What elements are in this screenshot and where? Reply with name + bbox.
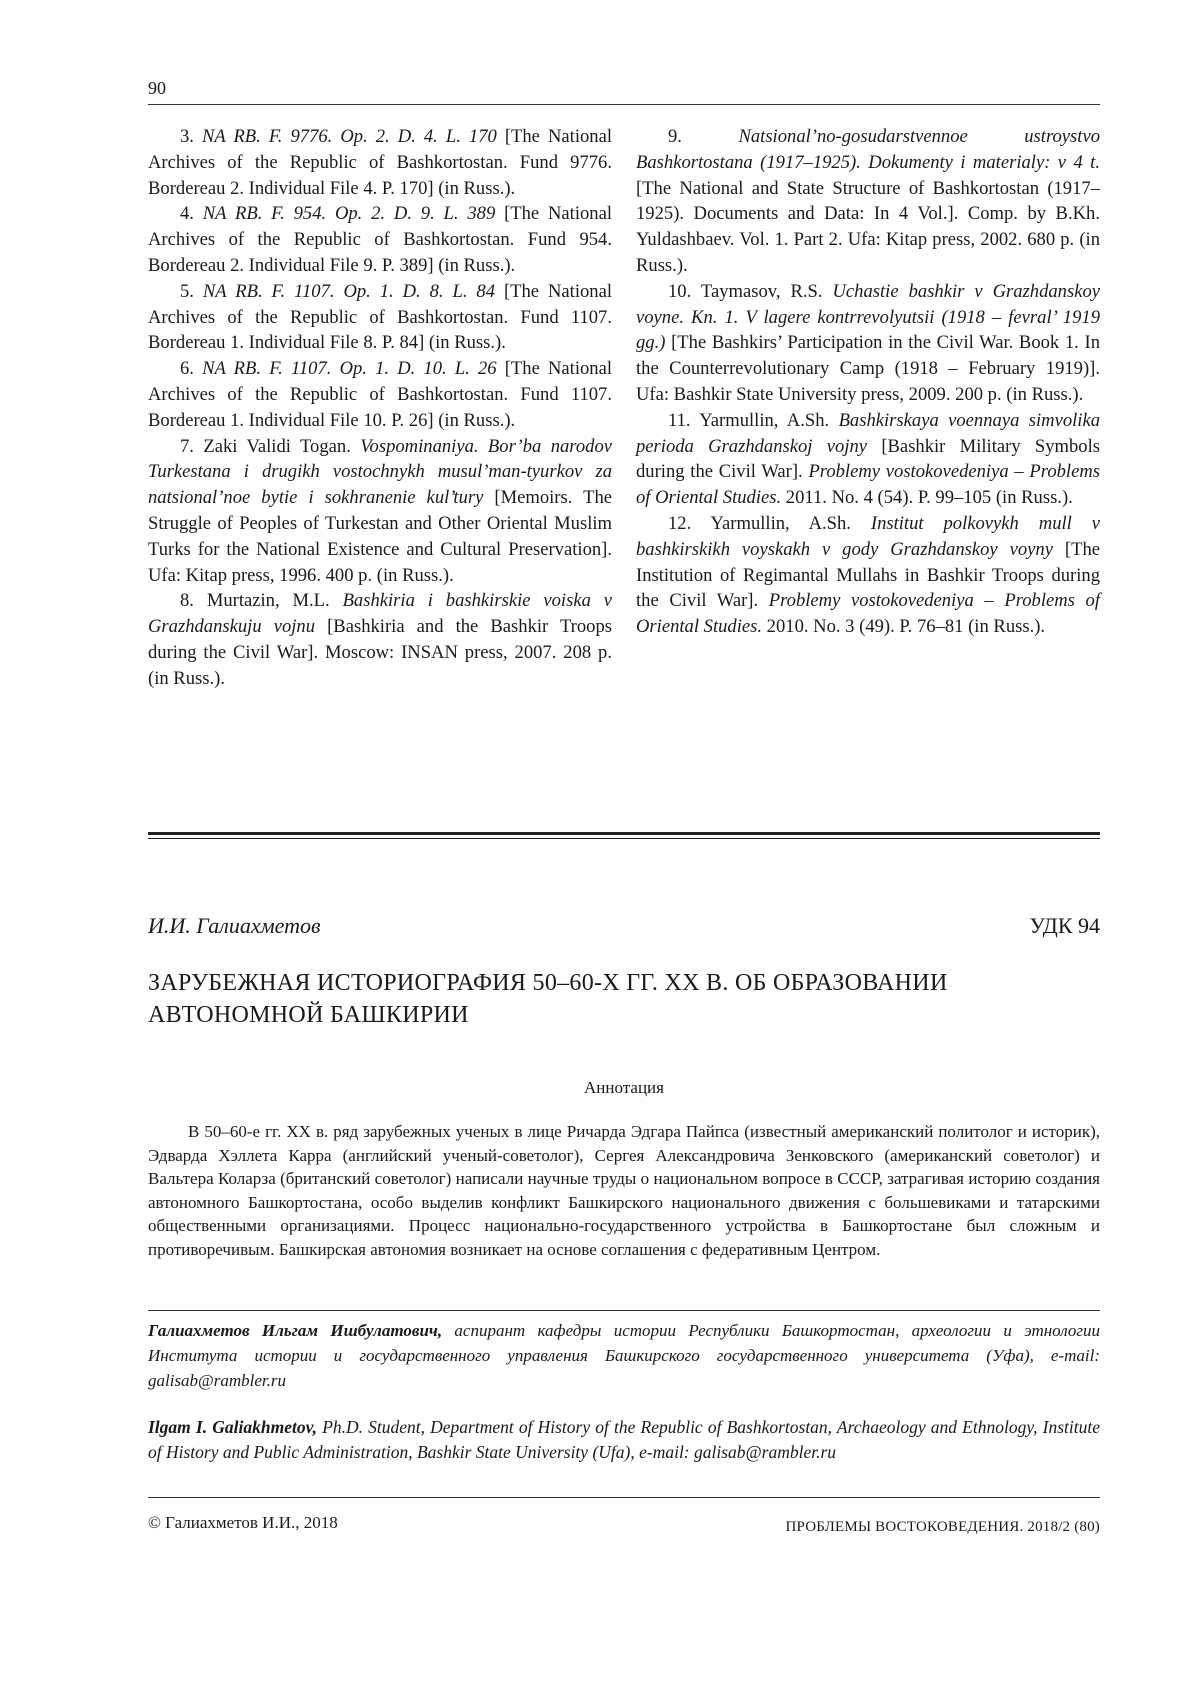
reference-item: 4. NA RB. F. 954. Op. 2. D. 9. L. 389 [The National Archives of the Republic of Bashkortostan. Fund 954. Bordereau 2. Individual File 9. P. 389] (in Russ.). [148, 203, 613, 276]
author-name-ru: Галиахметов Ильгам Ишбулатович, [148, 1321, 443, 1340]
abstract-heading: Аннотация [584, 1078, 664, 1097]
title-line: АВТОНОМНОЙ БАШКИРИИ [148, 1002, 469, 1028]
references-right-column [636, 124, 1100, 640]
author-info-rule [148, 1310, 1100, 1311]
reference-item: 6. NA RB. F. 1107. Op. 1. D. 10. L. 26 [The National Archives of the Republic of Bashkortostan. Fund 1107. Bordereau 1. Individual File 10. P. 26] (in Russ.). [148, 358, 613, 431]
page-number: 90 [148, 78, 166, 98]
references-left-column [148, 124, 612, 692]
copyright: © Галиахметов И.И., 2018 [148, 1513, 338, 1532]
author-info-ru: Галиахметов Ильгам Ишбулатович, аспирант кафедры истории Республики Башкортостан, археологии и этнологии Института истории и государственного управления Башкирского государственного университета (Уфа), e-mail: galisab@rambler.ru [148, 1321, 1101, 1390]
reference-item: 9. Natsional’no-gosudarstvennoe ustroystvo Bashkortostana (1917–1925). Dokumenty i materialy: v 4 t. [The National and State Structure of Bashkortostan (1917–1925). Documents and Data: In 4 Vol.]. Comp. by B.Kh. Yuldashbaev. Vol. 1. Part 2. Ufa: Kitap press, 2002. 680 p. (in Russ.). [636, 126, 1101, 276]
header-rule [148, 104, 1100, 105]
reference-item: 3. NA RB. F. 9776. Op. 2. D. 4. L. 170 [The National Archives of the Republic of Bashkortostan. Fund 9776. Bordereau 2. Individual File 4. P. 170] (in Russ.). [148, 126, 612, 199]
udk-code: УДК 94 [1029, 913, 1100, 938]
reference-item: 12. Yarmullin, A.Sh. Institut polkovykh mull v bashkirskikh voyskakh v gody Grazhdanskoy voyny [The Institution of Regimantal Mullahs in Bashkir Troops during the Civil War]. Problemy vostokovedeniya – Problems of Oriental Studies. 2010. No. 3 (49). P. 76–81 (in Russ.). [636, 512, 1101, 638]
title-line: ЗАРУБЕЖНАЯ ИСТОРИОГРАФИЯ 50–60-Х ГГ. XX В. ОБ ОБРАЗОВАНИИ [148, 970, 948, 996]
author-info-en: Ilgam I. Galiakhmetov, Ph.D. Student, Department of History of the Republic of Bashkortostan, Archaeology and Ethnology, Institute of History and Public Administration, Bashkir State University (Ufa), e-mail: galisab@rambler.ru [148, 1417, 1100, 1462]
article-author: И.И. Галиахметов [148, 913, 321, 938]
abstract-text: В 50–60-е гг. XX в. ряд зарубежных ученых в лице Ричарда Эдгара Пайпса (известный американский политолог и историк), Эдварда Хэллета Карра (английский ученый-советолог), Сергея Александровича Зенковского (американский советолог) и Вальтера Коларза (британский советолог) написали научные труды о национальном вопросе в СССР, затрагивая историю создания автономного Башкортостана, особо выделив конфликт Башкирского национального движения с большевиками и татарскими общественными организациями. Процесс национально-государственного устройства в Башкортостане был сложным и противоречивым. Башкирская автономия возникает на основе соглашения с федеративным Центром. [148, 1122, 1100, 1259]
author-name-en: Ilgam I. Galiakhmetov, [148, 1417, 318, 1437]
reference-item: 5. NA RB. F. 1107. Op. 1. D. 8. L. 84 [The National Archives of the Republic of Bashkortostan. Fund 1107. Bordereau 1. Individual File 8. P. 84] (in Russ.). [148, 280, 612, 354]
reference-item: 7. Zaki Validi Togan. Vospominaniya. Bor’ba narodov Turkestana i drugikh vostochnykh musul’man-tyurkov za natsional’noe bytie i sokhranenie kul’tury [Memoirs. The Struggle of Peoples of Turkestan and Other Oriental Muslim Turks for the National Existence and Cultural Preservation]. Ufa: Kitap press, 1996. 400 p. (in Russ.). [148, 435, 612, 586]
article-title [148, 967, 1100, 1031]
journal-name: ПРОБЛЕМЫ ВОСТОКОВЕДЕНИЯ. 2018/2 (80) [785, 1519, 1100, 1535]
section-divider [148, 832, 1100, 839]
footer-rule [148, 1497, 1100, 1498]
reference-item: 11. Yarmullin, A.Sh. Bashkirskaya voennaya simvolika perioda Grazhdanskoj vojny [Bashkir Military Symbols during the Civil War]. Problemy vostokovedeniya – Problems of Oriental Studies. 2011. No. 4 (54). P. 99–105 (in Russ.). [636, 409, 1101, 509]
reference-item: 10. Taymasov, R.S. Uchastie bashkir v Grazhdanskoy voyne. Kn. 1. V lagere kontrrevolyutsii (1918 – fevral’ 1919 gg.) [The Bashkirs’ Participation in the Civil War. Book 1. In the Counterrevolutionary Camp (1918 – February 1919)]. Ufa: Bashkir State University press, 2009. 200 p. (in Russ.). [636, 280, 1100, 405]
reference-item: 8. Murtazin, M.L. Bashkiria i bashkirskie voiska v Grazhdanskuju vojnu [Bashkiria and the Bashkir Troops during the Civil War]. Moscow: INSAN press, 2007. 208 p. (in Russ.). [148, 590, 612, 689]
